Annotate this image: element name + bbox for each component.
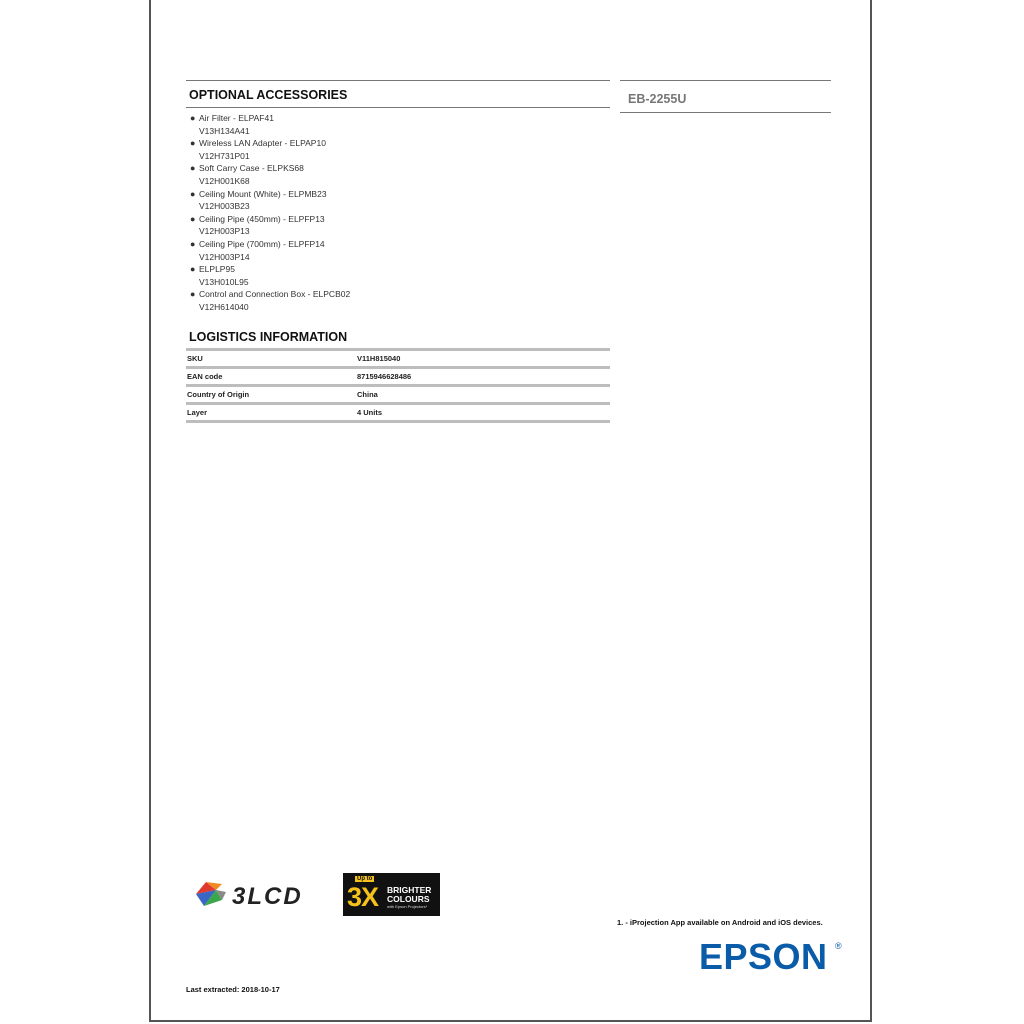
- row-value: V11H815040: [356, 350, 610, 368]
- accessory-name: Soft Carry Case - ELPKS68: [199, 163, 304, 174]
- accessory-code: V12H614040: [199, 301, 249, 312]
- accessory-name: ELPLP95: [199, 264, 235, 275]
- accessory-code: V12H003P14: [199, 251, 250, 262]
- row-value: 4 Units: [356, 404, 610, 422]
- list-item: [188, 213, 350, 238]
- row-label: Layer: [186, 404, 356, 422]
- accessories-title: OPTIONAL ACCESSORIES: [189, 88, 348, 102]
- accessories-header: [186, 80, 610, 108]
- accessory-name: Ceiling Pipe (700mm) - ELPFP14: [199, 238, 325, 249]
- list-item: [188, 162, 350, 187]
- bullet-icon: ●: [190, 289, 196, 300]
- table-row: [186, 368, 610, 386]
- badge-line3: with Epson Projectors*: [387, 904, 428, 909]
- logistics-title: LOGISTICS INFORMATION: [189, 330, 348, 344]
- accessory-name: Wireless LAN Adapter - ELPAP10: [199, 138, 326, 149]
- 3lcd-prism-icon: [192, 876, 332, 912]
- list-item: [188, 263, 350, 288]
- row-value: 8715946628486: [356, 368, 610, 386]
- table-row: [186, 386, 610, 404]
- bullet-icon: ●: [190, 163, 196, 174]
- accessory-code: V12H003B23: [199, 201, 250, 212]
- footnote: 1. - iProjection App available on Android and iOS devices.: [617, 918, 823, 927]
- registered-mark: ®: [835, 941, 842, 951]
- bullet-icon: ●: [190, 113, 196, 123]
- brighter-colours-badge: [343, 873, 440, 916]
- list-item: [188, 288, 350, 313]
- accessory-code: V12H731P01: [199, 150, 250, 161]
- accessory-code: V13H134A41: [199, 125, 250, 136]
- accessory-code: V13H010L95: [199, 276, 249, 287]
- model-header: [620, 80, 831, 113]
- 3lcd-logo: [192, 876, 332, 912]
- row-label: Country of Origin: [186, 386, 356, 404]
- model-name: EB-2255U: [628, 92, 687, 106]
- last-extracted: Last extracted: 2018-10-17: [186, 985, 280, 994]
- row-value: China: [356, 386, 610, 404]
- bullet-icon: ●: [190, 188, 196, 199]
- table-row: [186, 404, 610, 422]
- accessory-code: V12H003P13: [199, 226, 250, 237]
- row-label: SKU: [186, 350, 356, 368]
- badge-line1: BRIGHTER: [387, 885, 432, 895]
- badge-line2: COLOURS: [387, 894, 430, 904]
- accessory-name: Control and Connection Box - ELPCB02: [199, 289, 351, 300]
- list-item: [188, 188, 350, 213]
- bullet-icon: ●: [190, 213, 196, 224]
- badge-upto: Up to: [357, 876, 373, 882]
- list-item: [188, 112, 350, 137]
- epson-logo: EPSON: [699, 936, 828, 977]
- accessories-list: [188, 112, 350, 314]
- bullet-icon: ●: [190, 138, 196, 149]
- list-item: [188, 238, 350, 263]
- logistics-table: [186, 348, 610, 423]
- badge-3x: 3X: [347, 882, 379, 912]
- bullet-icon: ●: [190, 264, 196, 275]
- bullet-icon: ●: [190, 238, 196, 249]
- table-row: [186, 350, 610, 368]
- accessory-name: Ceiling Mount (White) - ELPMB23: [199, 188, 327, 199]
- accessory-name: Ceiling Pipe (450mm) - ELPFP13: [199, 213, 325, 224]
- 3lcd-text: 3LCD: [232, 883, 303, 910]
- accessory-name: Air Filter - ELPAF41: [199, 113, 274, 123]
- accessory-code: V12H001K68: [199, 175, 250, 186]
- row-label: EAN code: [186, 368, 356, 386]
- list-item: [188, 137, 350, 162]
